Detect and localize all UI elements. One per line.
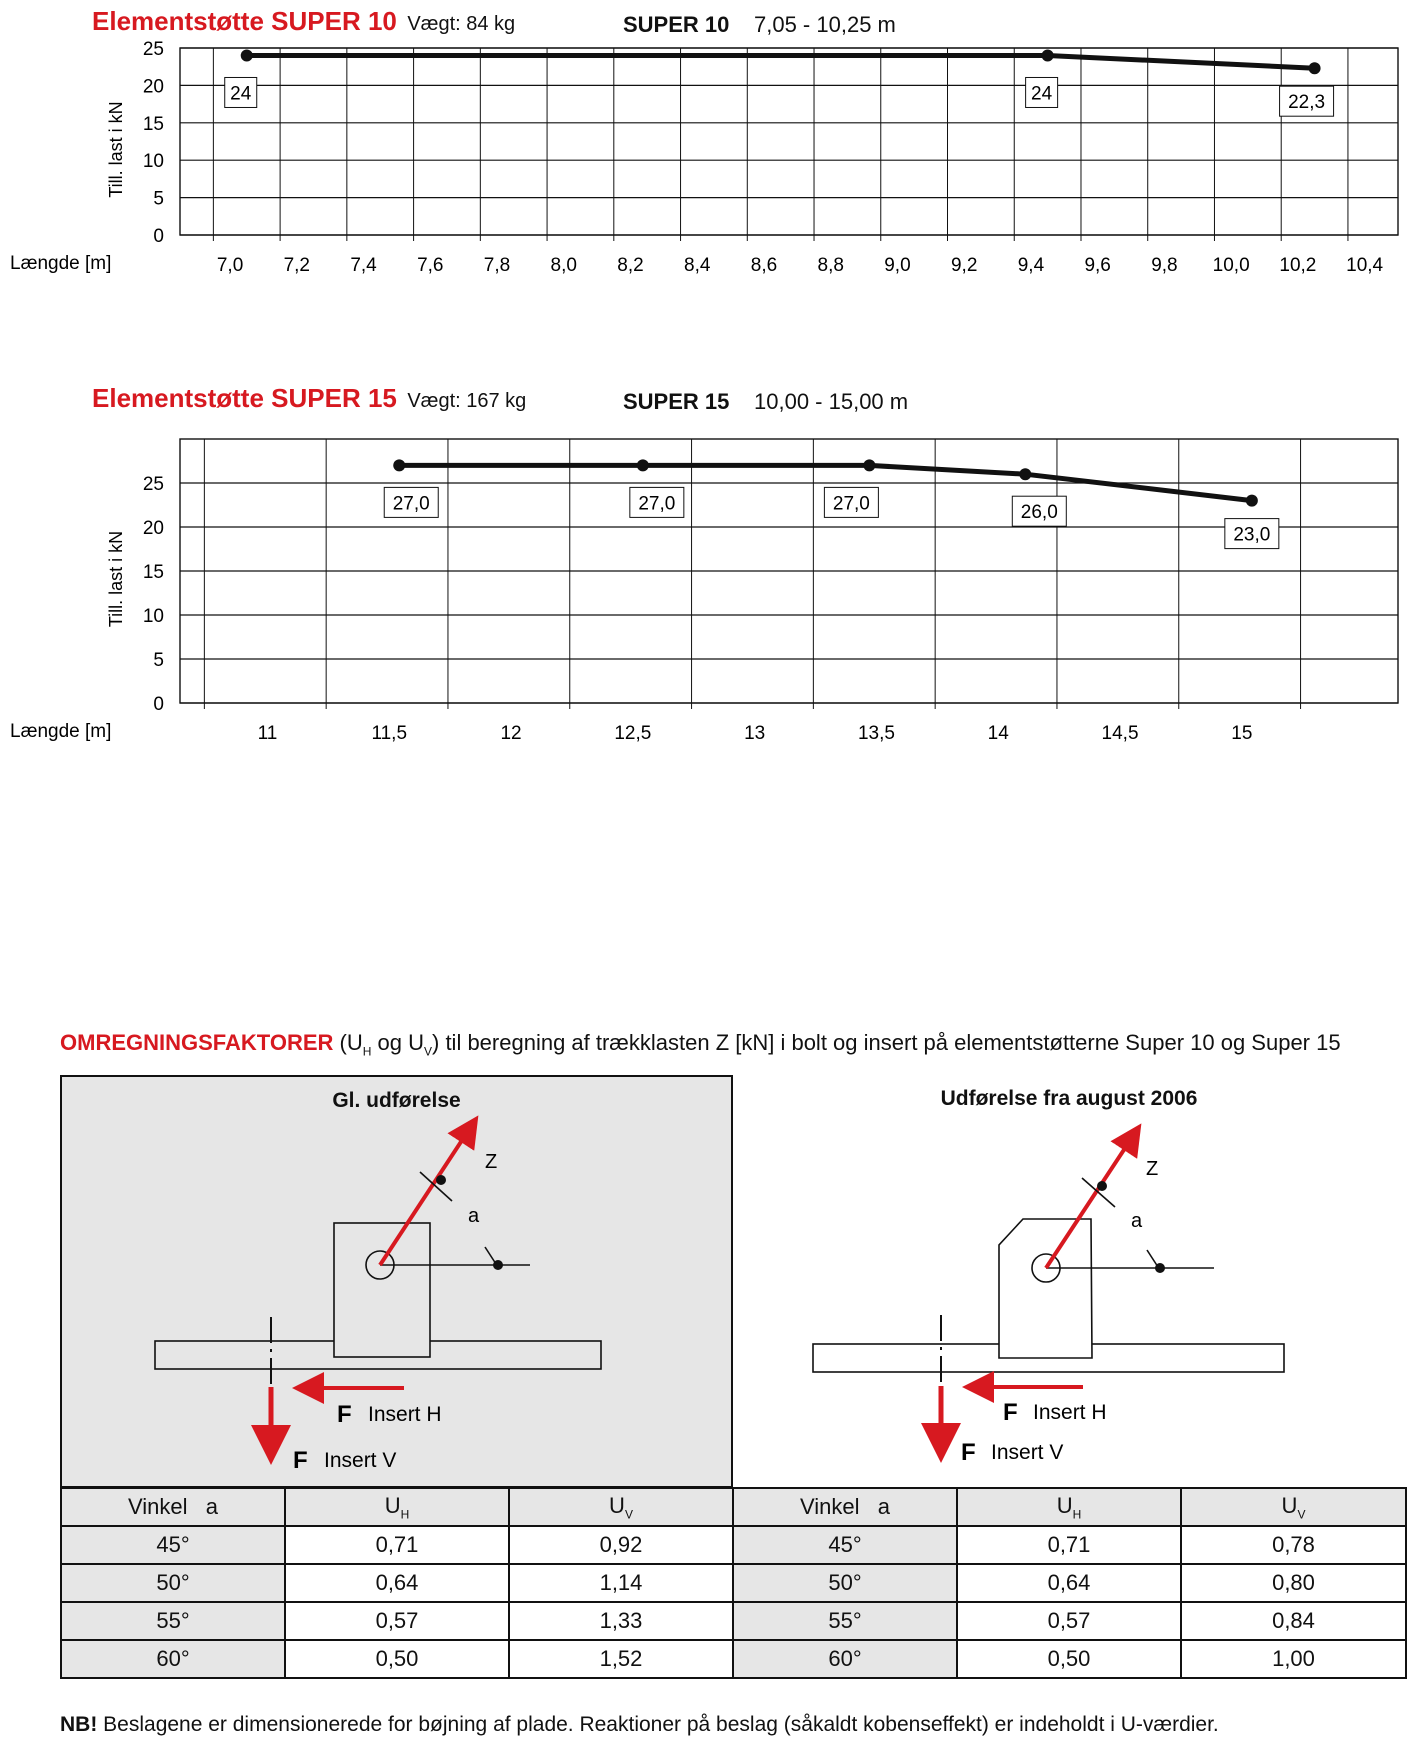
y-axis-label: Till. last i kN [106, 101, 126, 198]
table-row: 50° 0,64 1,14 50° 0,64 0,80 [61, 1564, 1406, 1602]
data-point [1019, 468, 1031, 480]
table-row: 55° 0,57 1,33 55° 0,57 0,84 [61, 1602, 1406, 1640]
data-label: 27,0 [832, 493, 870, 515]
label-z: Z [1146, 1158, 1159, 1180]
factors-heading: OMREGNINGSFAKTORER ($U_H$ og $U_V$) til beregning af trækklasten Z [kN] i bolt og insert på elementstøtterne Super 10 og Super 15 [60, 1030, 1341, 1059]
x-tick-label: 13,5 [857, 723, 895, 744]
x-tick-label: 7,6 [417, 255, 444, 276]
x-tick-label: 8,2 [617, 255, 644, 276]
label-z: Z [485, 1151, 498, 1173]
chart2-title: Elementstøtte SUPER 15 [92, 383, 397, 413]
y-tick-label: 15 [142, 113, 164, 135]
data-point [1042, 49, 1054, 61]
plot-frame [180, 48, 1398, 235]
x-tick-label: 7,4 [350, 255, 377, 276]
factors-heading-keyword: OMREGNINGSFAKTORER [60, 1030, 334, 1055]
x-tick-label: 7,0 [216, 255, 244, 276]
x-tick-label: 9,8 [1151, 255, 1178, 276]
chart1-weight: Vægt: 84 kg [407, 13, 516, 35]
conversion-factor-table [60, 1487, 1407, 1679]
y-tick-label: 25 [142, 474, 164, 495]
bracket-block [334, 1223, 430, 1357]
table-row: 45° 0,71 0,92 45° 0,71 0,78 [61, 1526, 1406, 1564]
force-v-symbol: F [293, 1447, 308, 1474]
x-tick-label: 12,5 [614, 723, 652, 744]
panel-new-version [733, 1075, 1405, 1488]
header-vinkel-old: Vinkel a [61, 1488, 285, 1526]
y-tick-label: 0 [153, 226, 164, 247]
chart2-weight: Vægt: 167 kg [407, 390, 527, 412]
data-point [241, 49, 253, 61]
data-label: 23,0 [1233, 524, 1271, 546]
y-tick-label: 25 [142, 39, 164, 60]
x-tick-label: 10,2 [1279, 255, 1317, 276]
data-label: 26,0 [1020, 502, 1058, 524]
panel-old-title: Gl. udførelse [332, 1089, 461, 1112]
header-uh-new: $U_H$ [957, 1488, 1181, 1526]
x-tick-label: 14 [987, 723, 1009, 744]
footnote-text: Beslagene er dimensionerede for bøjning af plade. Reaktioner på beslag (såkaldt kobenseffekt) er indeholdt i U-værdier. [97, 1713, 1219, 1736]
data-point [1246, 495, 1258, 507]
x-tick-label: 10,0 [1212, 255, 1250, 276]
y-tick-label: 0 [153, 694, 164, 715]
data-point [637, 459, 649, 471]
insert-h-label: Insert H [1033, 1401, 1107, 1424]
x-tick-label: 12 [500, 723, 522, 744]
header-uv-old: $U_V$ [509, 1488, 733, 1526]
table-row: 60° 0,50 1,52 60° 0,50 1,00 [61, 1640, 1406, 1678]
force-h-symbol: F [1003, 1399, 1018, 1426]
x-tick-label: 11,5 [371, 723, 408, 744]
x-tick-label: 15 [1231, 723, 1253, 744]
y-tick-label: 10 [142, 151, 164, 173]
force-h-symbol: F [337, 1401, 352, 1428]
x-tick-label: 9,0 [884, 255, 911, 276]
label-a: a [468, 1205, 480, 1227]
y-tick-label: 10 [142, 606, 164, 627]
x-tick-label: 8,0 [550, 255, 577, 276]
x-tick-label: 8,4 [684, 255, 711, 276]
header-vinkel-new: Vinkel a [733, 1488, 957, 1526]
data-point [1309, 62, 1321, 74]
header-uh-old: $U_H$ [285, 1488, 509, 1526]
chart2-model: SUPER 15 [623, 389, 730, 414]
y-tick-label: 5 [153, 188, 164, 210]
x-axis-label: Længde [m] [10, 721, 112, 742]
y-tick-label: 15 [142, 562, 164, 583]
chart1 [0, 0, 1420, 290]
insert-v-label: Insert V [991, 1441, 1064, 1464]
label-a: a [1131, 1210, 1143, 1232]
footnote [60, 1713, 1219, 1737]
header-uv-new: $U_V$ [1181, 1488, 1406, 1526]
chart1-range: 7,05 - 10,25 m [754, 12, 896, 37]
old-version-diagram [62, 1077, 735, 1490]
new-version-diagram [733, 1075, 1405, 1488]
x-tick-label: 10,4 [1346, 255, 1384, 276]
chart1-title: Elementstøtte SUPER 10 [92, 6, 397, 36]
data-label: 24 [1031, 83, 1053, 105]
x-tick-label: 11 [257, 723, 278, 744]
insert-h-label: Insert H [368, 1403, 442, 1426]
bracket-block [999, 1219, 1092, 1358]
data-point [393, 459, 405, 471]
x-tick-label: 13 [744, 723, 766, 744]
data-label: 24 [230, 83, 252, 105]
data-label: 27,0 [638, 493, 676, 515]
table-header-row [61, 1488, 1406, 1526]
chart2 [0, 400, 1420, 760]
chart1-model: SUPER 10 [623, 12, 730, 37]
x-tick-label: 14,5 [1101, 723, 1139, 744]
data-label: 27,0 [392, 493, 430, 515]
x-tick-label: 9,2 [950, 255, 978, 276]
x-tick-label: 7,2 [283, 255, 311, 276]
x-tick-label: 9,6 [1084, 255, 1111, 276]
y-tick-label: 20 [142, 76, 164, 98]
data-label: 22,3 [1288, 92, 1326, 114]
force-v-symbol: F [961, 1439, 976, 1466]
y-axis-label: Till. last i kN [106, 530, 126, 628]
x-tick-label: 8,6 [750, 255, 778, 276]
x-tick-label: 7,8 [483, 255, 511, 276]
y-tick-label: 5 [153, 650, 164, 671]
x-tick-label: 8,8 [817, 255, 844, 276]
panel-old-version [60, 1075, 733, 1488]
series-line [247, 55, 1315, 68]
data-point [863, 459, 875, 471]
chart2-range: 10,00 - 15,00 m [754, 389, 909, 414]
x-axis-label: Længde [m] [10, 253, 112, 274]
footnote-nb: NB! [60, 1713, 98, 1736]
y-tick-label: 20 [142, 518, 164, 539]
x-tick-label: 9,4 [1017, 255, 1045, 276]
insert-v-label: Insert V [324, 1449, 397, 1472]
panel-new-title: Udførelse fra august 2006 [940, 1087, 1198, 1110]
